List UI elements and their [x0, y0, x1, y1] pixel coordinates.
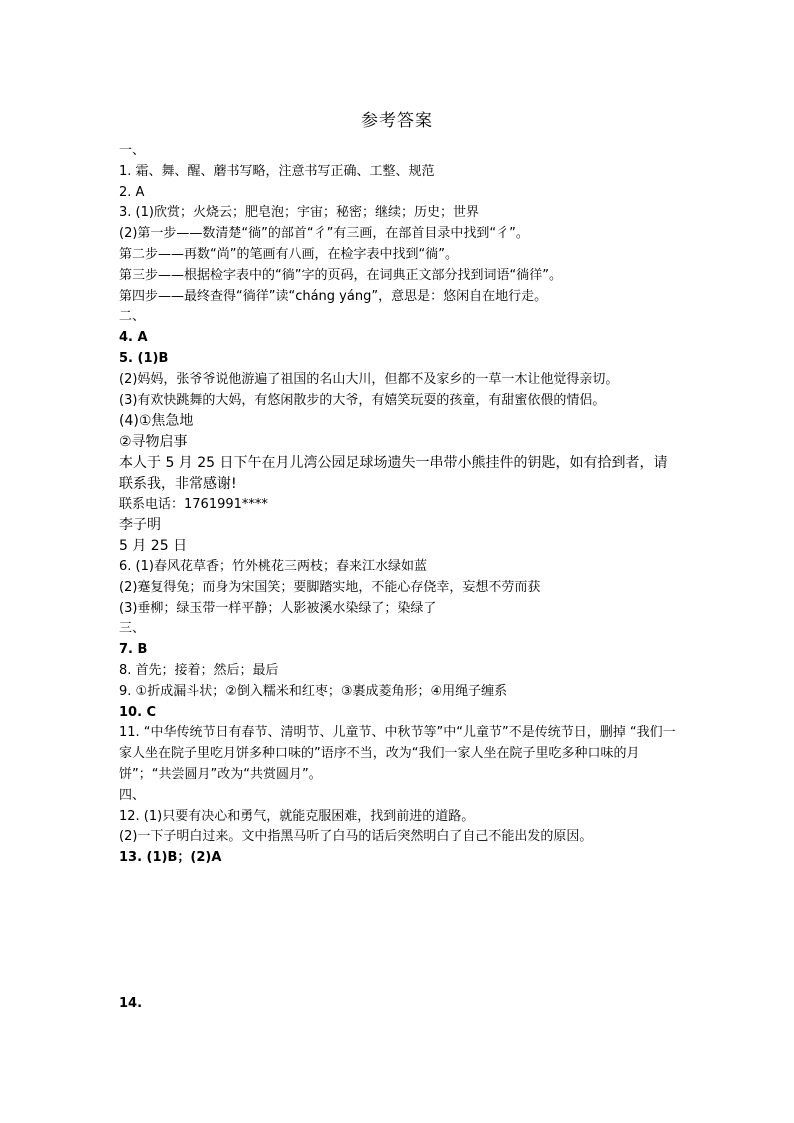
notice-body: 本人于 5 月 25 日下午在月儿湾公园足球场遗失一串带小熊挂件的钥匙，如有拾到者，请联系我，非常感谢! — [119, 454, 668, 492]
answer-line: 7. B — [119, 642, 148, 658]
answer-content — [119, 141, 679, 1015]
notice-signature: 李子明 — [119, 517, 161, 534]
answer-line: 14. — [119, 995, 143, 1011]
answer-line: 8. 首先；接着；然后；最后 — [119, 662, 279, 678]
answer-line: 10. C — [119, 704, 157, 720]
section-heading-1: 一、 — [119, 143, 146, 158]
answer-line: (2)蹇复得兔；而身为宋国笑；要脚踏实地，不能心存侥幸，妄想不劳而获 — [119, 579, 541, 595]
answer-line: 9. ①折成漏斗状；②倒入糯米和红枣；③裹成菱角形；④用绳子缠系 — [119, 683, 508, 699]
answer-line: 5. (1)B — [119, 350, 169, 366]
answer-line: 4. A — [119, 330, 148, 346]
blank-space — [119, 869, 679, 994]
answer-line: 6. (1)春风花草香；竹外桃花三两枝；春来江水绿如蓝 — [119, 558, 427, 574]
answer-line: (3)垂柳；绿玉带一样平静；人影被溪水染绿了；染绿了 — [119, 600, 437, 616]
notice-date: 5 月 25 日 — [119, 538, 188, 555]
answer-line: 13. (1)B；(2)A — [119, 850, 222, 866]
answer-line: (2)妈妈，张爷爷说他游遍了祖国的名山大川，但都不及家乡的一草一木让他觉得亲切。 — [119, 371, 619, 387]
section-heading-4: 四、 — [119, 787, 146, 803]
answer-line: (2)第一步——数清楚“徜”的部首“彳”有三画，在部首目录中找到“彳”。 — [119, 226, 529, 242]
answer-line: 3. (1)欣赏；火烧云；肥皂泡；宇宙；秘密；继续；历史；世界 — [119, 205, 479, 221]
section-heading-2: 二、 — [119, 309, 146, 325]
answer-line: 11. “中华传统节日有春节、清明节、儿童节、中秋节等”中“儿童节”不是传统节日，删掉 “我们一家人坐在院子里吃月饼多种口味的”语序不当，改为“我们一家人坐在院子里吃多种口味的月饼”；“共尝圆月”改为“共赏圆月”。 — [119, 725, 676, 782]
notice-phone: 联系电话：1761991**** — [119, 496, 268, 512]
answer-line: (3)有欢快跳舞的大妈，有悠闲散步的大爷，有嬉笑玩耍的孩童，有甜蜜依偎的情侣。 — [119, 392, 606, 408]
answer-line: 第三步——根据检字表中的“徜”字的页码，在词典正文部分找到词语“徜徉”。 — [119, 267, 562, 283]
answer-line: (4)①焦急地 — [119, 413, 194, 430]
page-title: 参考答案 — [361, 111, 433, 131]
section-heading-3: 三、 — [119, 621, 146, 637]
answer-line: 1. 霜、舞、醒、蘑书写略，注意书写正确、工整、规范 — [119, 163, 435, 179]
answer-line: 2. A — [119, 184, 145, 200]
answer-line: ②寻物启事 — [119, 434, 188, 451]
answer-line: 第二步——再数“尚”的笔画有八画，在检字表中找到“徜”。 — [119, 246, 458, 262]
answer-line: (2)一下子明白过来。文中指黑马听了白马的话后突然明白了自己不能出发的原因。 — [119, 829, 593, 845]
answer-line: 12. (1)只要有决心和勇气，就能克服困难，找到前进的道路。 — [119, 808, 475, 824]
answer-line: 第四步——最终查得“徜徉”读“cháng yáng”，意思是：悠闲自在地行走。 — [119, 288, 548, 304]
